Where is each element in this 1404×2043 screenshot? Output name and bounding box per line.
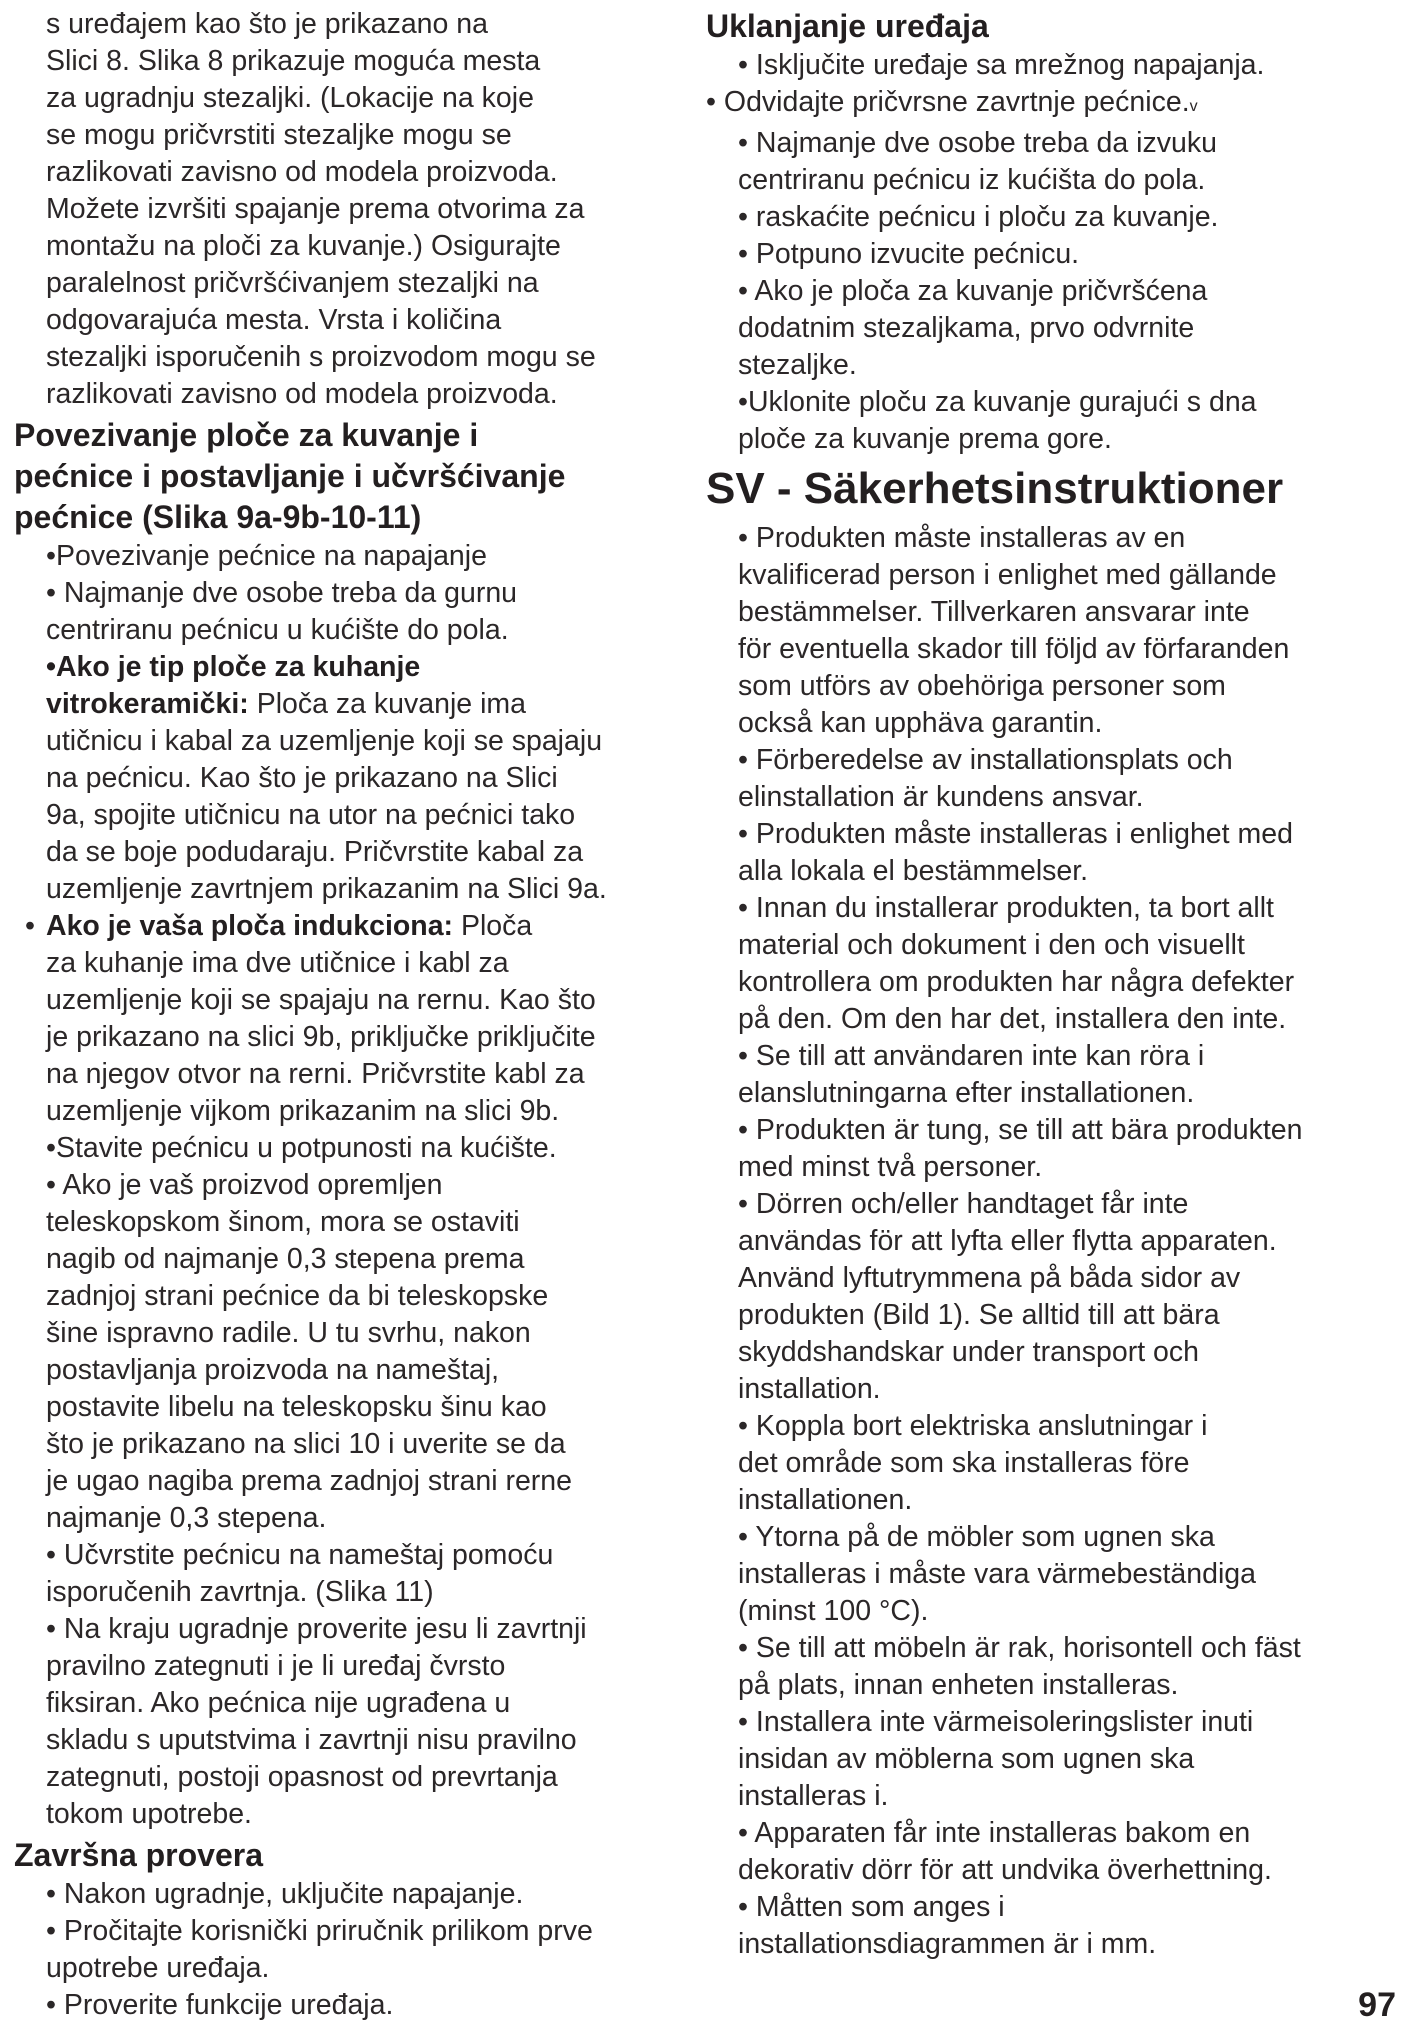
sv-bullet-2 <box>706 742 1396 816</box>
text-line: elanslutningarna efter installationen. <box>738 1077 1195 1109</box>
sv-bullet-3 <box>706 816 1396 890</box>
text-line: uzemljenje zavrtnjem prikazanim na Slici 9a. <box>46 873 607 905</box>
text-line: da se boje podudaraju. Pričvrstite kabal za <box>46 836 584 868</box>
text-line: insidan av möblerna som ugnen ska <box>738 1743 1195 1775</box>
text-line: installationsdiagrammen är i mm. <box>738 1928 1157 1960</box>
sv-bullet-12 <box>706 1815 1396 1889</box>
text-line: najmanje 0,3 stepena. <box>46 1502 327 1534</box>
bold-lead: vitrokeramički: <box>46 688 249 720</box>
section-heading-final-check: Završna provera <box>14 1837 264 1873</box>
text-line: • Ako je ploča za kuvanje pričvršćena <box>738 275 1208 307</box>
text-line: paralelnost pričvršćivanjem stezaljki na <box>46 267 539 299</box>
small-mark: v <box>1189 98 1198 115</box>
text-line: kontrollera om produkten har några defekter <box>738 966 1295 998</box>
text-line <box>14 908 686 945</box>
text-line: je prikazano na slici 9b, priključke priključite <box>46 1021 596 1053</box>
text-line: • Na kraju ugradnje proverite jesu li zavrtnji <box>46 1613 587 1645</box>
text-line: • Innan du installerar produkten, ta bort allt <box>738 892 1274 924</box>
text-line: • Se till att möbeln är rak, horisontell och fäst <box>738 1632 1301 1664</box>
sv-bullet-4 <box>706 890 1396 1038</box>
text-line: Možete izvršiti spajanje prema otvorima za <box>46 193 585 225</box>
text-line: • Dörren och/eller handtaget får inte <box>738 1188 1189 1220</box>
bullet-induction <box>14 908 686 1130</box>
text-line: material och dokument i den och visuellt <box>738 929 1245 961</box>
bullet-mark: • <box>25 910 35 942</box>
bullet-power-on: • Nakon ugradnje, uključite napajanje. <box>46 1878 524 1910</box>
text-line: för eventuella skador till följd av förfaranden <box>738 633 1290 665</box>
text-line: installeras i. <box>738 1780 889 1812</box>
page-number: 97 <box>1358 1986 1396 2024</box>
text-line: • Učvrstite pećnicu na nameštaj pomoću <box>46 1539 554 1571</box>
text-line: teleskopskom šinom, mora se ostaviti <box>46 1206 520 1238</box>
intro-paragraph <box>14 6 686 413</box>
bullet-check-functions: • Proverite funkcije uređaja. <box>46 1989 394 2021</box>
text-line: • Produkten måste installeras av en <box>738 522 1186 554</box>
text-line: postavljanja proizvoda na nameštaj, <box>46 1354 500 1386</box>
text-run: • Odvidajte pričvrsne zavrtnje pećnice. <box>706 86 1190 118</box>
sv-bullet-13 <box>706 1889 1396 1963</box>
text-line: (minst 100 °C). <box>738 1595 929 1627</box>
text-line: za ugradnju stezaljki. (Lokacije na koje <box>46 82 534 114</box>
text-line: användas för att lyfta eller flytta apparaten. <box>738 1225 1277 1257</box>
text-line: alla lokala el bestämmelser. <box>738 855 1089 887</box>
text-line: • Se till att användaren inte kan röra i <box>738 1040 1205 1072</box>
text-line: šine ispravno radile. U tu svrhu, nakon <box>46 1317 531 1349</box>
text-line: uzemljenje koji se spajaju na rernu. Kao što <box>46 984 596 1016</box>
heading-line: pećnice (Slika 9a-9b-10-11) <box>14 499 422 535</box>
text-line: odgovarajuća mesta. Vrsta i količina <box>46 304 502 336</box>
text-line: skladu s uputstvima i zavrtnji nisu pravilno <box>46 1724 577 1756</box>
text-line: tokom upotrebe. <box>46 1798 252 1830</box>
text-line: što je prikazano na slici 10 i uverite se da <box>46 1428 566 1460</box>
text-line: montažu na ploči za kuvanje.) Osigurajte <box>46 230 561 262</box>
text-line: också kan upphäva garantin. <box>738 707 1103 739</box>
text-line: •Uklonite ploču za kuvanje gurajući s dna <box>738 386 1257 418</box>
right-column <box>706 6 1396 1963</box>
text-run: Ploča <box>453 910 533 942</box>
section-heading-removal: Uklanjanje uređaja <box>706 8 989 44</box>
text-line: ploče za kuvanje prema gore. <box>738 423 1112 455</box>
bullet-remove-fully: • Potpuno izvucite pećnicu. <box>738 238 1080 270</box>
heading-line: Povezivanje ploče za kuvanje i <box>14 417 479 453</box>
text-line: fiksiran. Ako pećnica nije ugrađena u <box>46 1687 511 1719</box>
bullet-disconnect: • Isključite uređaje sa mrežnog napajanja. <box>738 49 1265 81</box>
text-line: za kuhanje ima dve utičnice i kabl za <box>46 947 509 979</box>
text-line: uzemljenje vijkom prikazanim na slici 9b. <box>46 1095 560 1127</box>
text-line: • Måtten som anges i <box>738 1891 1005 1923</box>
text-line: je ugao nagiba prema zadnjoj strani rerne <box>46 1465 572 1497</box>
text-line: 9a, spojite utičnicu na utor na pećnici tako <box>46 799 576 831</box>
bullet-unscrew <box>706 84 1396 125</box>
text-line: som utförs av obehöriga personer som <box>738 670 1226 702</box>
section-heading-connection <box>14 415 686 538</box>
bullet-place-oven: •Stavite pećnicu u potpunosti na kućište. <box>46 1132 557 1164</box>
text-line: • Ytorna på de möbler som ugnen ska <box>738 1521 1215 1553</box>
text-line: på den. Om den har det, installera den inte. <box>738 1003 1287 1035</box>
section-heading-sv: SV - Säkerhetsinstruktioner <box>706 464 1284 513</box>
text-line: isporučenih zavrtnja. (Slika 11) <box>46 1576 434 1608</box>
text-line: • Produkten måste installeras i enlighet med <box>738 818 1293 850</box>
sv-bullet-7 <box>706 1186 1396 1408</box>
bullet-connect-power: •Povezivanje pećnice na napajanje <box>46 540 487 572</box>
text-line: • Apparaten får inte installeras bakom en <box>738 1817 1251 1849</box>
text-line <box>14 686 686 723</box>
text-line <box>14 649 686 686</box>
text-line: • Najmanje dve osobe treba da gurnu <box>46 577 518 609</box>
text-line: elinstallation är kundens ansvar. <box>738 781 1144 813</box>
text-line: • Najmanje dve osobe treba da izvuku <box>738 127 1217 159</box>
text-line: med minst två personer. <box>738 1151 1043 1183</box>
sv-bullet-10 <box>706 1630 1396 1704</box>
sv-bullet-6 <box>706 1112 1396 1186</box>
heading-line: pećnice i postavljanje i učvršćivanje <box>14 458 566 494</box>
sv-bullet-11 <box>706 1704 1396 1815</box>
text-line: bestämmelser. Tillverkaren ansvarar inte <box>738 596 1250 628</box>
text-line: na pećnicu. Kao što je prikazano na Slici <box>46 762 558 794</box>
text-line: Slici 8. Slika 8 prikazuje moguća mesta <box>46 45 541 77</box>
bullet-clamps <box>706 273 1396 384</box>
bold-lead: Ako je vaša ploča indukciona: <box>46 910 454 942</box>
text-line: Använd lyftutrymmena på båda sidor av <box>738 1262 1241 1294</box>
text-line: kvalificerad person i enlighet med gällande <box>738 559 1277 591</box>
text-line: installeras i måste vara värmebeständiga <box>738 1558 1256 1590</box>
bullet-pull-out <box>706 125 1396 199</box>
bullet-push-up <box>706 384 1396 458</box>
text-line: nagib od najmanje 0,3 stepena prema <box>46 1243 525 1275</box>
text-line: det område som ska installeras före <box>738 1447 1190 1479</box>
bullet-vitroceramic <box>14 649 686 908</box>
text-line: na njegov otvor na rerni. Pričvrstite kabl za <box>46 1058 585 1090</box>
text-line: • Produkten är tung, se till att bära produkten <box>738 1114 1303 1146</box>
text-line: skyddshandskar under transport och <box>738 1336 1200 1368</box>
text-run: Ploča za kuvanje ima <box>248 688 527 720</box>
left-column <box>14 6 686 2024</box>
text-line: • Ako je vaš proizvod opremljen <box>46 1169 443 1201</box>
text-line: utičnicu i kabal za uzemljenje koji se spajaju <box>46 725 603 757</box>
text-line: razlikovati zavisno od modela proizvoda. <box>46 378 558 410</box>
text-line: dekorativ dörr för att undvika överhettning. <box>738 1854 1272 1886</box>
sv-bullet-8 <box>706 1408 1396 1519</box>
text-line: centriranu pećnicu iz kućišta do pola. <box>738 164 1206 196</box>
bullet-two-persons <box>14 575 686 649</box>
sv-bullet-9 <box>706 1519 1396 1630</box>
text-line: centriranu pećnicu u kućište do pola. <box>46 614 509 646</box>
text-line: razlikovati zavisno od modela proizvoda. <box>46 156 558 188</box>
text-line: zadnjoj strani pećnice da bi teleskopske <box>46 1280 549 1312</box>
bullet-check-screws <box>14 1611 686 1833</box>
text-line: på plats, innan enheten installeras. <box>738 1669 1179 1701</box>
text-line: • Förberedelse av installationsplats och <box>738 744 1233 776</box>
bullet-fix-oven <box>14 1537 686 1611</box>
text-line: s uređajem kao što je prikazano na <box>46 8 489 40</box>
text-line: upotrebe uređaja. <box>46 1952 270 1984</box>
text-line: installationen. <box>738 1484 913 1516</box>
text-line: postavite libelu na teleskopsku šinu kao <box>46 1391 547 1423</box>
text-line: dodatnim stezaljkama, prvo odvrnite <box>738 312 1195 344</box>
text-line: • Pročitajte korisnički priručnik prilikom prve <box>46 1915 593 1947</box>
bullet-read-manual <box>14 1913 686 1987</box>
text-line: produkten (Bild 1). Se alltid till att bära <box>738 1299 1220 1331</box>
sv-bullet-1 <box>706 520 1396 742</box>
bullet-telescopic <box>14 1167 686 1537</box>
bold-lead: •Ako je tip ploče za kuhanje <box>46 651 421 683</box>
sv-bullet-5 <box>706 1038 1396 1112</box>
text-line: installation. <box>738 1373 881 1405</box>
text-line: stezaljke. <box>738 349 857 381</box>
text-line: pravilno zategnuti i je li uređaj čvrsto <box>46 1650 506 1682</box>
text-line: se mogu pričvrstiti stezaljke mogu se <box>46 119 512 151</box>
text-line: • Installera inte värmeisoleringslister inuti <box>738 1706 1254 1738</box>
text-line: stezaljki isporučenih s proizvodom mogu se <box>46 341 596 373</box>
text-line: zategnuti, postoji opasnost od prevrtanja <box>46 1761 558 1793</box>
bullet-separate: • raskaćite pećnicu i ploču za kuvanje. <box>738 201 1219 233</box>
text-line: • Koppla bort elektriska anslutningar i <box>738 1410 1208 1442</box>
